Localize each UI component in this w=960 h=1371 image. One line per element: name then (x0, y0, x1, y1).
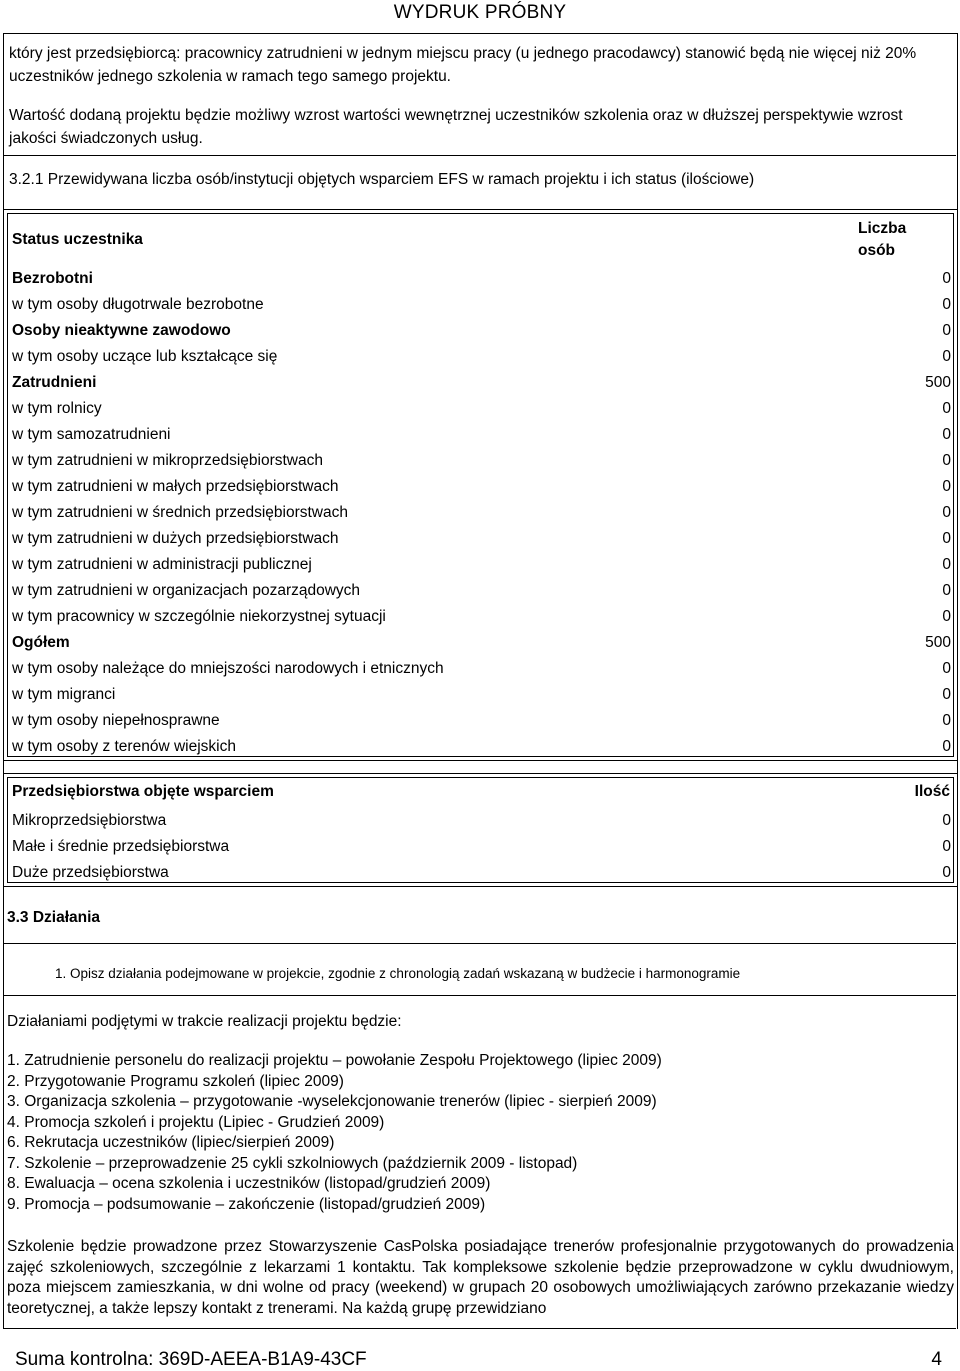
enterprises-table-header-label: Przedsiębiorstwa objęte wsparciem (12, 783, 274, 800)
row-value: 0 (942, 478, 951, 495)
participants-table-header-label: Status uczestnika (12, 231, 143, 248)
row-label: w tym pracownicy w szczególnie niekorzystnej sytuacji (12, 608, 386, 625)
table-row (12, 474, 953, 500)
row-label: w tym osoby uczące lub kształcące się (12, 348, 278, 365)
table-row (12, 682, 953, 708)
row-value: 0 (942, 812, 951, 829)
list-item: 7. Szkolenie – przeprowadzenie 25 cykli szkolniowych (październik 2009 - listopad) (7, 1154, 578, 1172)
table-row (12, 344, 953, 370)
table-row (12, 266, 953, 292)
row-value: 0 (942, 864, 951, 881)
table-row (12, 808, 953, 834)
row-label: Bezrobotni (12, 270, 93, 287)
row-value: 0 (942, 660, 951, 677)
list-item: 8. Ewaluacja – ocena szkolenia i uczestników (listopad/grudzień 2009) (7, 1175, 491, 1192)
enterprises-table-header-value: Ilość (914, 783, 950, 800)
row-label: w tym osoby należące do mniejszości narodowych i etnicznych (12, 660, 444, 677)
row-label: w tym samozatrudnieni (12, 426, 171, 443)
page-number: 4 (931, 1349, 942, 1370)
actions-paragraph: Szkolenie będzie prowadzone przez Stowarzyszenie CasPolska posiadające trenerów profesjonalnie przygotowanych do prowadzenia zajęć szkoleniowych, szczególnie z lekarzami 1 kontaktu. Tak kompleksowe szkolenie będzie przeprowadzone w cyklu dwudniowym, poza miejscem zamieszkania, w dni wolne od pracy (weekend) w grupach 20 osobowych umożliwiających zarówno przekazanie wiedzy teoretycznej, a także lepszy kontakt z trenerami. Na każdą grupę przewidziano (7, 1238, 954, 1317)
row-value: 0 (942, 348, 951, 365)
row-label: w tym zatrudnieni w średnich przedsiębiorstwach (12, 504, 348, 521)
table-row (12, 370, 953, 396)
table-row (12, 734, 953, 760)
table-row (12, 526, 953, 552)
row-label: Mikroprzedsiębiorstwa (12, 812, 167, 829)
participants-table (3, 209, 958, 761)
page-bottom-line (3, 1328, 956, 1329)
header-value-line2: osób (858, 242, 896, 259)
intro-paragraph-2: Wartość dodaną projektu będzie możliwy wzrost wartości wewnętrznej uczestników szkolenia oraz w dłuższej perspektywie wzrost jakości świadczonych usług. (9, 107, 903, 147)
table-row (12, 578, 953, 604)
list-item: 1. Zatrudnienie personelu do realizacji projektu – powołanie Zespołu Projektowego (lipiec 2009) (7, 1052, 662, 1069)
row-label: Osoby nieaktywne zawodowo (12, 322, 231, 339)
row-label: w tym osoby niepełnosprawne (12, 712, 220, 729)
intro-paragraph-1: który jest przedsiębiorcą: pracownicy zatrudnieni w jednym miejscu pracy (u jednego pracodawcy) stanowić będą nie więcej niż 20% uczestników jednego szkolenia w ramach tego samego projektu. (9, 45, 917, 85)
row-value: 0 (942, 322, 951, 339)
row-value: 0 (942, 738, 951, 755)
participants-table-header-value (858, 218, 906, 262)
enterprises-table (3, 773, 958, 887)
divider (3, 943, 956, 944)
row-value: 0 (942, 686, 951, 703)
row-value: 500 (925, 634, 951, 651)
table-row (12, 552, 953, 578)
section-321-title: 3.2.1 Przewidywana liczba osób/instytucji objętych wsparciem EFS w ramach projektu i ich status (ilościowe) (9, 171, 755, 188)
row-value: 0 (942, 452, 951, 469)
list-item: 3. Organizacja szkolenia – przygotowanie -wyselekcjonowanie trenerów (lipiec - sierpień 2009) (7, 1093, 657, 1110)
actions-intro: Działaniami podjętymi w trakcie realizacji projektu będzie: (7, 1013, 402, 1030)
row-label: w tym migranci (12, 686, 116, 703)
row-label: Duże przedsiębiorstwa (12, 864, 169, 881)
actions-list (7, 1051, 662, 1215)
row-label: Zatrudnieni (12, 374, 97, 391)
row-label: Małe i średnie przedsiębiorstwa (12, 838, 230, 855)
table-row (12, 422, 953, 448)
row-label: w tym osoby z terenów wiejskich (12, 738, 236, 755)
row-label: w tym zatrudnieni w mikroprzedsiębiorstwach (12, 452, 323, 469)
row-label: w tym osoby długotrwale bezrobotne (12, 296, 264, 313)
row-value: 0 (942, 838, 951, 855)
table-row (12, 656, 953, 682)
enterprises-table-inner (7, 777, 954, 883)
table-row (12, 834, 953, 860)
row-value: 0 (942, 426, 951, 443)
row-value: 0 (942, 608, 951, 625)
list-item: 2. Przygotowanie Programu szkoleń (lipiec 2009) (7, 1072, 344, 1090)
row-label: Ogółem (12, 634, 70, 651)
section-33-subtitle: 1. Opisz działania podejmowane w projekcie, zgodnie z chronologią zadań wskazaną w budżecie i harmonogramie (55, 966, 741, 981)
row-value: 0 (942, 582, 951, 599)
table-row (12, 604, 953, 630)
print-header-title: WYDRUK PRÓBNY (393, 2, 567, 23)
row-value: 500 (925, 374, 951, 391)
table-row (12, 318, 953, 344)
section-33-title: 3.3 Działania (7, 909, 101, 926)
row-value: 0 (942, 270, 951, 287)
row-label: w tym zatrudnieni w administracji publicznej (12, 556, 312, 573)
table-row (12, 292, 953, 318)
table-row (12, 448, 953, 474)
row-label: w tym zatrudnieni w małych przedsiębiorstwach (12, 478, 339, 495)
table-row (12, 500, 953, 526)
row-value: 0 (942, 400, 951, 417)
table-row (12, 860, 953, 886)
row-label: w tym zatrudnieni w dużych przedsiębiorstwach (12, 530, 339, 547)
list-item: 4. Promocja szkoleń i projektu (Lipiec - Grudzień 2009) (7, 1113, 385, 1131)
header-value-line1: Liczba (858, 220, 907, 237)
participants-table-inner (7, 213, 954, 757)
checksum-footer: Suma kontrolna: 369D-AEEA-B1A9-43CF (15, 1349, 367, 1370)
table-row (12, 708, 953, 734)
row-value: 0 (942, 556, 951, 573)
row-value: 0 (942, 530, 951, 547)
row-value: 0 (942, 712, 951, 729)
list-item: 6. Rekrutacja uczestników (lipiec/sierpień 2009) (7, 1134, 335, 1151)
row-label: w tym zatrudnieni w organizacjach pozarządowych (12, 582, 361, 599)
list-item: 9. Promocja – podsumowanie – zakończenie (listopad/grudzień 2009) (7, 1195, 486, 1213)
row-value: 0 (942, 504, 951, 521)
divider (3, 995, 956, 996)
row-value: 0 (942, 296, 951, 313)
row-label: w tym rolnicy (12, 400, 102, 417)
table-row (12, 396, 953, 422)
table-row (12, 630, 953, 656)
